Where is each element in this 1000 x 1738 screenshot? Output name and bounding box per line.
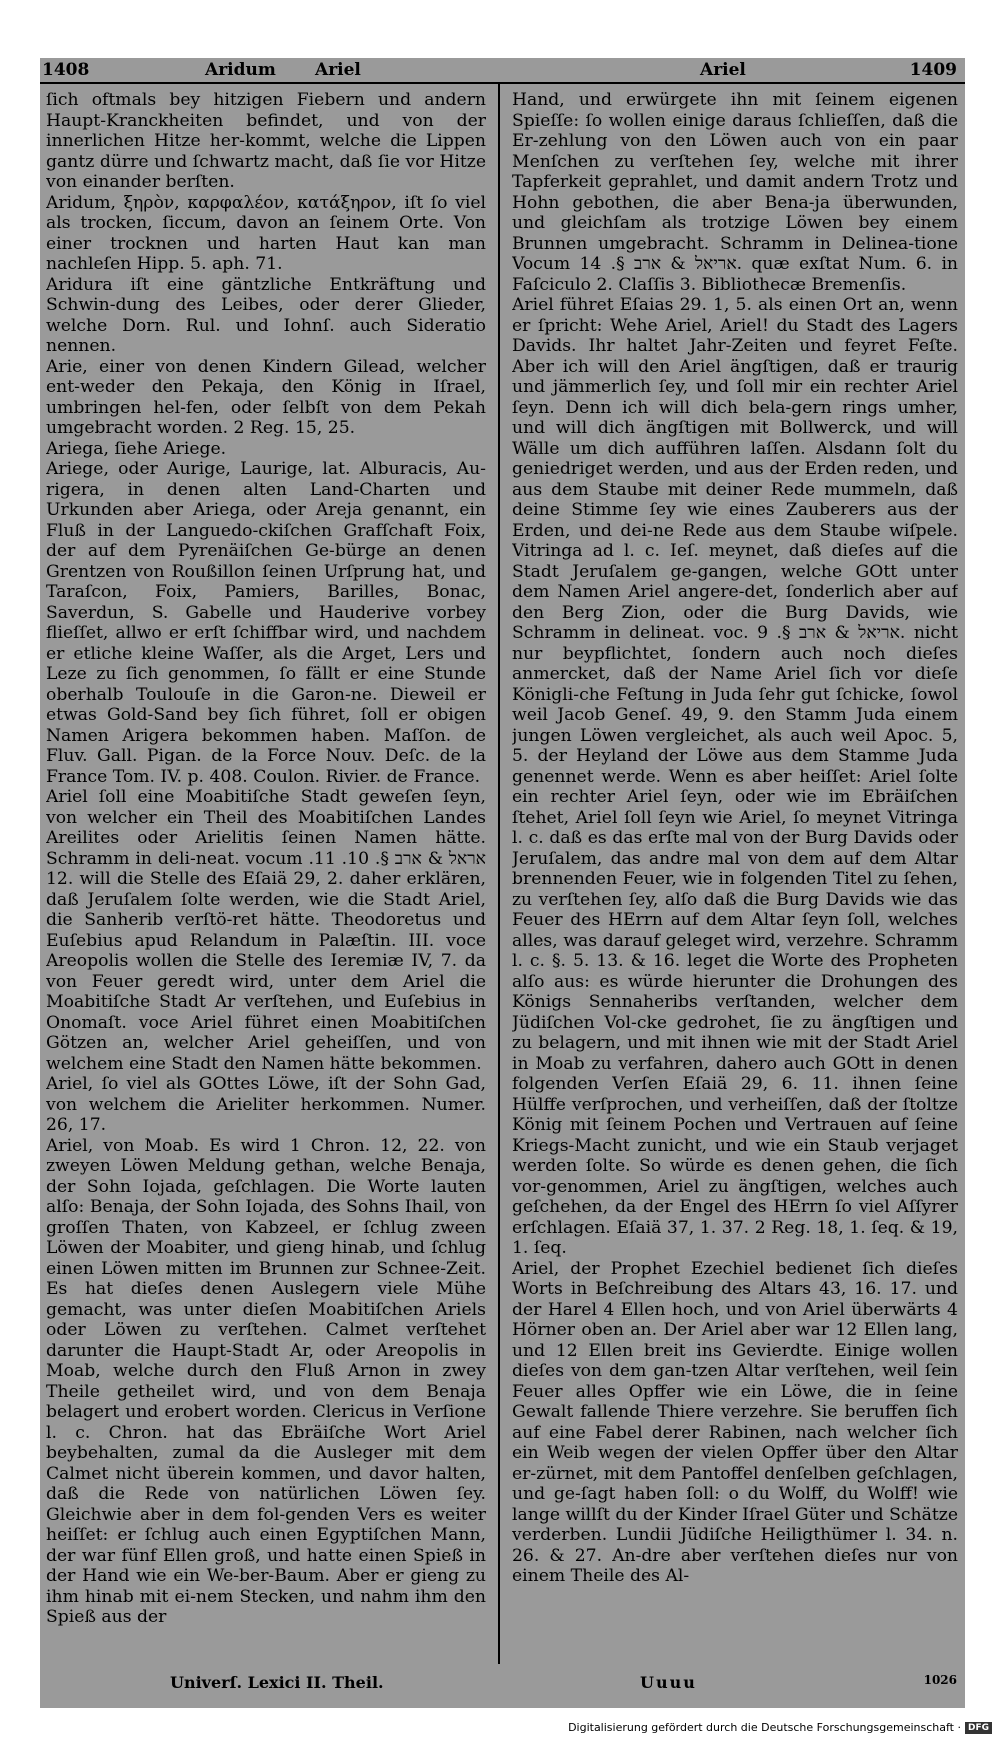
entry-ariel-son-of-gad: Ariel, ſo viel als GOttes Löwe, iſt der Sohn Gad, von welchem die Arieliter herkommen. Numer. 26, 17. bbox=[46, 1074, 486, 1135]
entry-ariege: Ariege, oder Aurige, Laurige, lat. Alburacis, Au-rigera, in denen alten Land-Charten und Urkunden aber Ariega, oder Areja genannt, ein Fluß in der Languedo-ckiſchen Grafſchaft Foix, der auf dem Pyrenäiſchen Ge-bürge an denen Grentzen von Roußillon ſeinen Urſprung hat, und Taraſcon, Foix, Pamiers, Barilles, Bonac, Saverdun, S. Gabelle und Hauderive vorbey flieſſet, allwo er erſt ſchiffbar wird, und nachdem er etliche kleine Waſſer, als die Arget, Lers und Leze zu ſich genommen, ſo fällt er eine Stunde oberhalb Toulouſe in die Garon-ne. Dieweil er etwas Gold-Sand bey ſich führet, ſoll er obigen Namen Arigera bekommen haben. Maſſon. de Fluv. Gall. Pigan. de la Force Nouv. Deſc. de la France Tom. IV. p. 408. Coulon. Rivier. de France. bbox=[46, 459, 486, 787]
entry-aridura: Aridura iſt eine gäntzliche Entkräftung und Schwin-dung des Leibes, oder derer Glieder, welche Dorn. Rul. und Iohnſ. auch Sideratio nennen. bbox=[46, 274, 486, 356]
right-catchword: Ariel bbox=[700, 60, 746, 80]
entry-ariel-ezechiel: Ariel, der Prophet Ezechiel bedienet ſich dieſes Worts in Beſchreibung des Altars 43, 16. 17. und der Harel 4 Ellen hoch, und von Ariel überwärts 4 Hörner oben an. Der Ariel aber war 12 Ellen lang, und 12 Ellen breit ins Gevierdte. Einige wollen dieſes von dem gan-tzen Altar verſtehen, weil ſein Feuer alles Opffer wie ein Löwe, die in ſeine Gewalt fallende Thiere verzehre. Sie beruffen ſich auf eine Fabel derer Rabinen, nach welcher ſich ein Weib wegen der vielen Opffer über den Altar er-zürnet, mit dem Pantoffel denſelben geſchlagen, und ge-ſagt haben ſoll: o du Wolff, du Wolff! wie lange willſt du der Kinder Iſrael Güter und Schätze verderben. Lundii Jüdiſche Heiligthümer l. 34. n. 26. & 27. An-dre aber verſtehen dieſes nur von einem Theile des Al- bbox=[512, 1258, 958, 1586]
digitization-footer bbox=[568, 1721, 992, 1734]
left-catchword-2: Ariel bbox=[315, 60, 361, 80]
signature-left: Univerſ. Lexici II. Theil. bbox=[170, 1673, 384, 1692]
signature-mark: Uuuu bbox=[640, 1673, 697, 1692]
left-page-number: 1408 bbox=[42, 60, 90, 80]
entry-ariel-moab-city: Ariel ſoll eine Moabitiſche Stadt geweſen ſeyn, von welcher ein Theil des Moabitiſchen Landes Areilites oder Arielitis ſeinen Namen hätte. Schramm in deli-neat. vocum אראל & ארב §. 10. 11. 12. will die Stelle des Eſaiä 29, 2. daher erklären, daß Jeruſalem ſolte werden, wie die Stadt Ariel, die Sanherib verſtö-ret hätte. Theodoretus und Euſebius apud Relandum in Palæſtin. III. voce Areopolis wollen die Stelle des Ieremiæ IV, 7. da von Feuer geredt wird, unter dem Ariel die Moabitiſche Stadt Ar verſtehen, und Euſebius in Onomaſt. voce Ariel führet einen Moabitiſchen Götzen an, welcher Ariel geheiſſen, und von welchem eine Stadt den Namen hätte bekommen. bbox=[46, 787, 486, 1074]
column-divider bbox=[498, 84, 500, 1664]
entry-arie: Arie, einer von denen Kindern Gilead, welcher ent-weder den Pekaja, den König in Iſrael, umbringen hel-fen, oder ſelbſt von dem Pekah umgebracht worden. 2 Reg. 15, 25. bbox=[46, 356, 486, 438]
entry-ariel-von-moab: Ariel, von Moab. Es wird 1 Chron. 12, 22. von zweyen Löwen Meldung gethan, welche Benaja, der Sohn Iojada, geſchlagen. Die Worte lauten alſo: Benaja, der Sohn Iojada, des Sohns Ihail, von groſſen Thaten, von Kabzeel, er ſchlug zween Löwen der Moabiter, und gieng hinab, und ſchlug einen Löwen mitten im Brunnen zur Schnee-Zeit. Es hat dieſes denen Auslegern viele Mühe gemacht, was unter dieſen Moabitiſchen Ariels oder Löwen zu verſtehen. Calmet verſtehet darunter die Haupt-Stadt Ar, oder Areopolis in Moab, welche durch den Fluß Arnon in zwey Theile getheilet wird, und von dem Benaja belagert und erobert worden. Clericus in Verſione l. c. Chron. hat das Ebräiſche Wort Ariel beybehalten, zumal da die Ausleger mit dem Calmet nicht überein kommen, und davor halten, daß die Rede von natürlichen Löwen ſey. Gleichwie aber in dem fol-genden Vers es weiter heiſſet: er ſchlug auch einen Egyptiſchen Mann, der war fünf Ellen groß, und hatte einen Spieß in der Hand wie ein We-ber-Baum. Aber er gieng zu ihm hinab mit ei-nem Stecken, und nahm ihm den Spieß aus der bbox=[46, 1135, 486, 1627]
catchword-number: 1026 bbox=[923, 1673, 957, 1687]
right-column bbox=[512, 90, 958, 1587]
left-catchword-1: Aridum bbox=[205, 60, 276, 80]
left-column bbox=[46, 90, 486, 1628]
footer-text: Digitalisierung gefördert durch die Deutsche Forschungsgemeinschaft · bbox=[568, 1721, 961, 1734]
entry-ariel-esaias: Ariel führet Eſaias 29. 1, 5. als einen Ort an, wenn er ſpricht: Wehe Ariel, Ariel! du Stadt des Lagers Davids. Ihr haltet Jahr-Zeiten und feyret Feſte. Aber ich will den Ariel ängſtigen, daß er traurig und jämmerlich ſey, und ſoll mir ein rechter Ariel ſeyn. Denn ich will dich bela-gern rings umher, und will dich ängſtigen mit Bollwerck, und will Wälle um dich aufführen laſſen. Alsdann ſolt du geniedriget werden, und aus der Erden reden, und aus dem Staube mit deiner Rede mummeln, daß deine Stimme ſey wie eines Zauberers aus der Erden, und dei-ne Rede aus dem Staube wiſpele. Vitringa ad l. c. Ieſ. meynet, daß dieſes auf die Stadt Jeruſalem ge-gangen, welche GOtt unter dem Namen Ariel angere-det, ſonderlich aber auf den Berg Zion, oder die Burg Davids, wie Schramm in delineat. voc. אריאל & ארב §. 9. nicht nur beypflichtet, ſondern auch noch dieſes anmercket, daß der Name Ariel ſich vor dieſe Königli-che Feſtung in Juda ſehr gut ſchicke, ſowol weil Jacob Geneſ. 49, 9. den Stamm Juda einem jungen Löwen vergleichet, als auch weil Apoc. 5, 5. der Heyland der Löwe aus dem Stamme Juda genennet werde. Wenn es aber heiſſet: Ariel ſolte ein rechter Ariel ſeyn, oder wie im Ebräiſchen ſtehet, Ariel ſoll ſeyn wie Ariel, ſo meynet Vitringa l. c. daß es das erſte mal von der Burg Davids oder Jeruſalem, das andre mal von dem auf dem Altar brennenden Feuer, wie in folgenden Titel zu ſehen, zu verſtehen ſey, alſo daß die Burg Davids wie das Feuer des HErrn auf dem Altar ſeyn ſoll, welches alles, was darauf geleget wird, verzehre. Schramm l. c. §. 5. 13. & 16. leget die Worte des Propheten alſo aus: es würde hierunter die Drohungen des Königs Sennaheribs verſtanden, welcher dem Jüdiſchen Vol-cke gedrohet, ſie zu ängſtigen und zu belagern, und mit ihnen wie mit der Stadt Ariel in Moab zu verfahren, dahero auch GOtt in denen folgenden Verſen Eſaiä 29, 6. 11. ihnen ſeine Hülffe verſprochen, und verheiſſen, daß der ſtoltze König mit ſeinem Pochen und Vertrauen auf ſeine Kriegs-Macht zunicht, und wie ein Staub verjaget werden ſolte. So würde es denen gehen, die ſich vor-genommen, Ariel zu ängſtigen, welches auch geſchehen, da der Engel des HErrn ſo viel Aſſyrer erſchlagen. Eſaiä 37, 1. 37. 2 Reg. 18, 1. ſeq. & 19, 1. ſeq. bbox=[512, 295, 958, 1258]
scanned-page bbox=[40, 58, 965, 1708]
entry-paragraph: ſich oftmals bey hitzigen Fiebern und andern Haupt-Kranckheiten befindet, und von der innerlichen Hitze her-kommt, welche die Lippen gantz dürre und ſchwartz macht, daß ſie vor Hitze von einander berſten. bbox=[46, 90, 486, 192]
right-page-number: 1409 bbox=[909, 60, 957, 80]
dfg-logo: DFG bbox=[965, 1722, 992, 1734]
entry-ariega: Ariega, ſiehe Ariege. bbox=[46, 438, 227, 459]
entry-aridum: Aridum, ξηρὸν, καρφαλέον, κατάξηρον, iſt ſo viel als trocken, ſiccum, davon an ſeinem Orte. Von einer trocknen und harten Haut kan man nachleſen Hipp. 5. aph. 71. bbox=[46, 192, 486, 274]
header-rule bbox=[40, 82, 965, 84]
entry-continuation: Hand, und erwürgete ihn mit ſeinem eigenen Spieſſe: ſo wollen einige daraus ſchlieſſen, daß die Er-zehlung von den Löwen auch von ein paar Menſchen zu verſtehen ſey, welche mit ihrer Tapferkeit geprahlet, und damit andern Trotz und Hohn gebothen, die aber Bena-ja überwunden, und gleichſam als trotzige Löwen bey einem Brunnen umgebracht. Schramm in Delinea-tione Vocum אריאל & ארב §. 14. quæ exſtat Num. 6. in Faſciculo 2. Claſſis 3. Bibliothecæ Bremenſis. bbox=[512, 90, 958, 295]
